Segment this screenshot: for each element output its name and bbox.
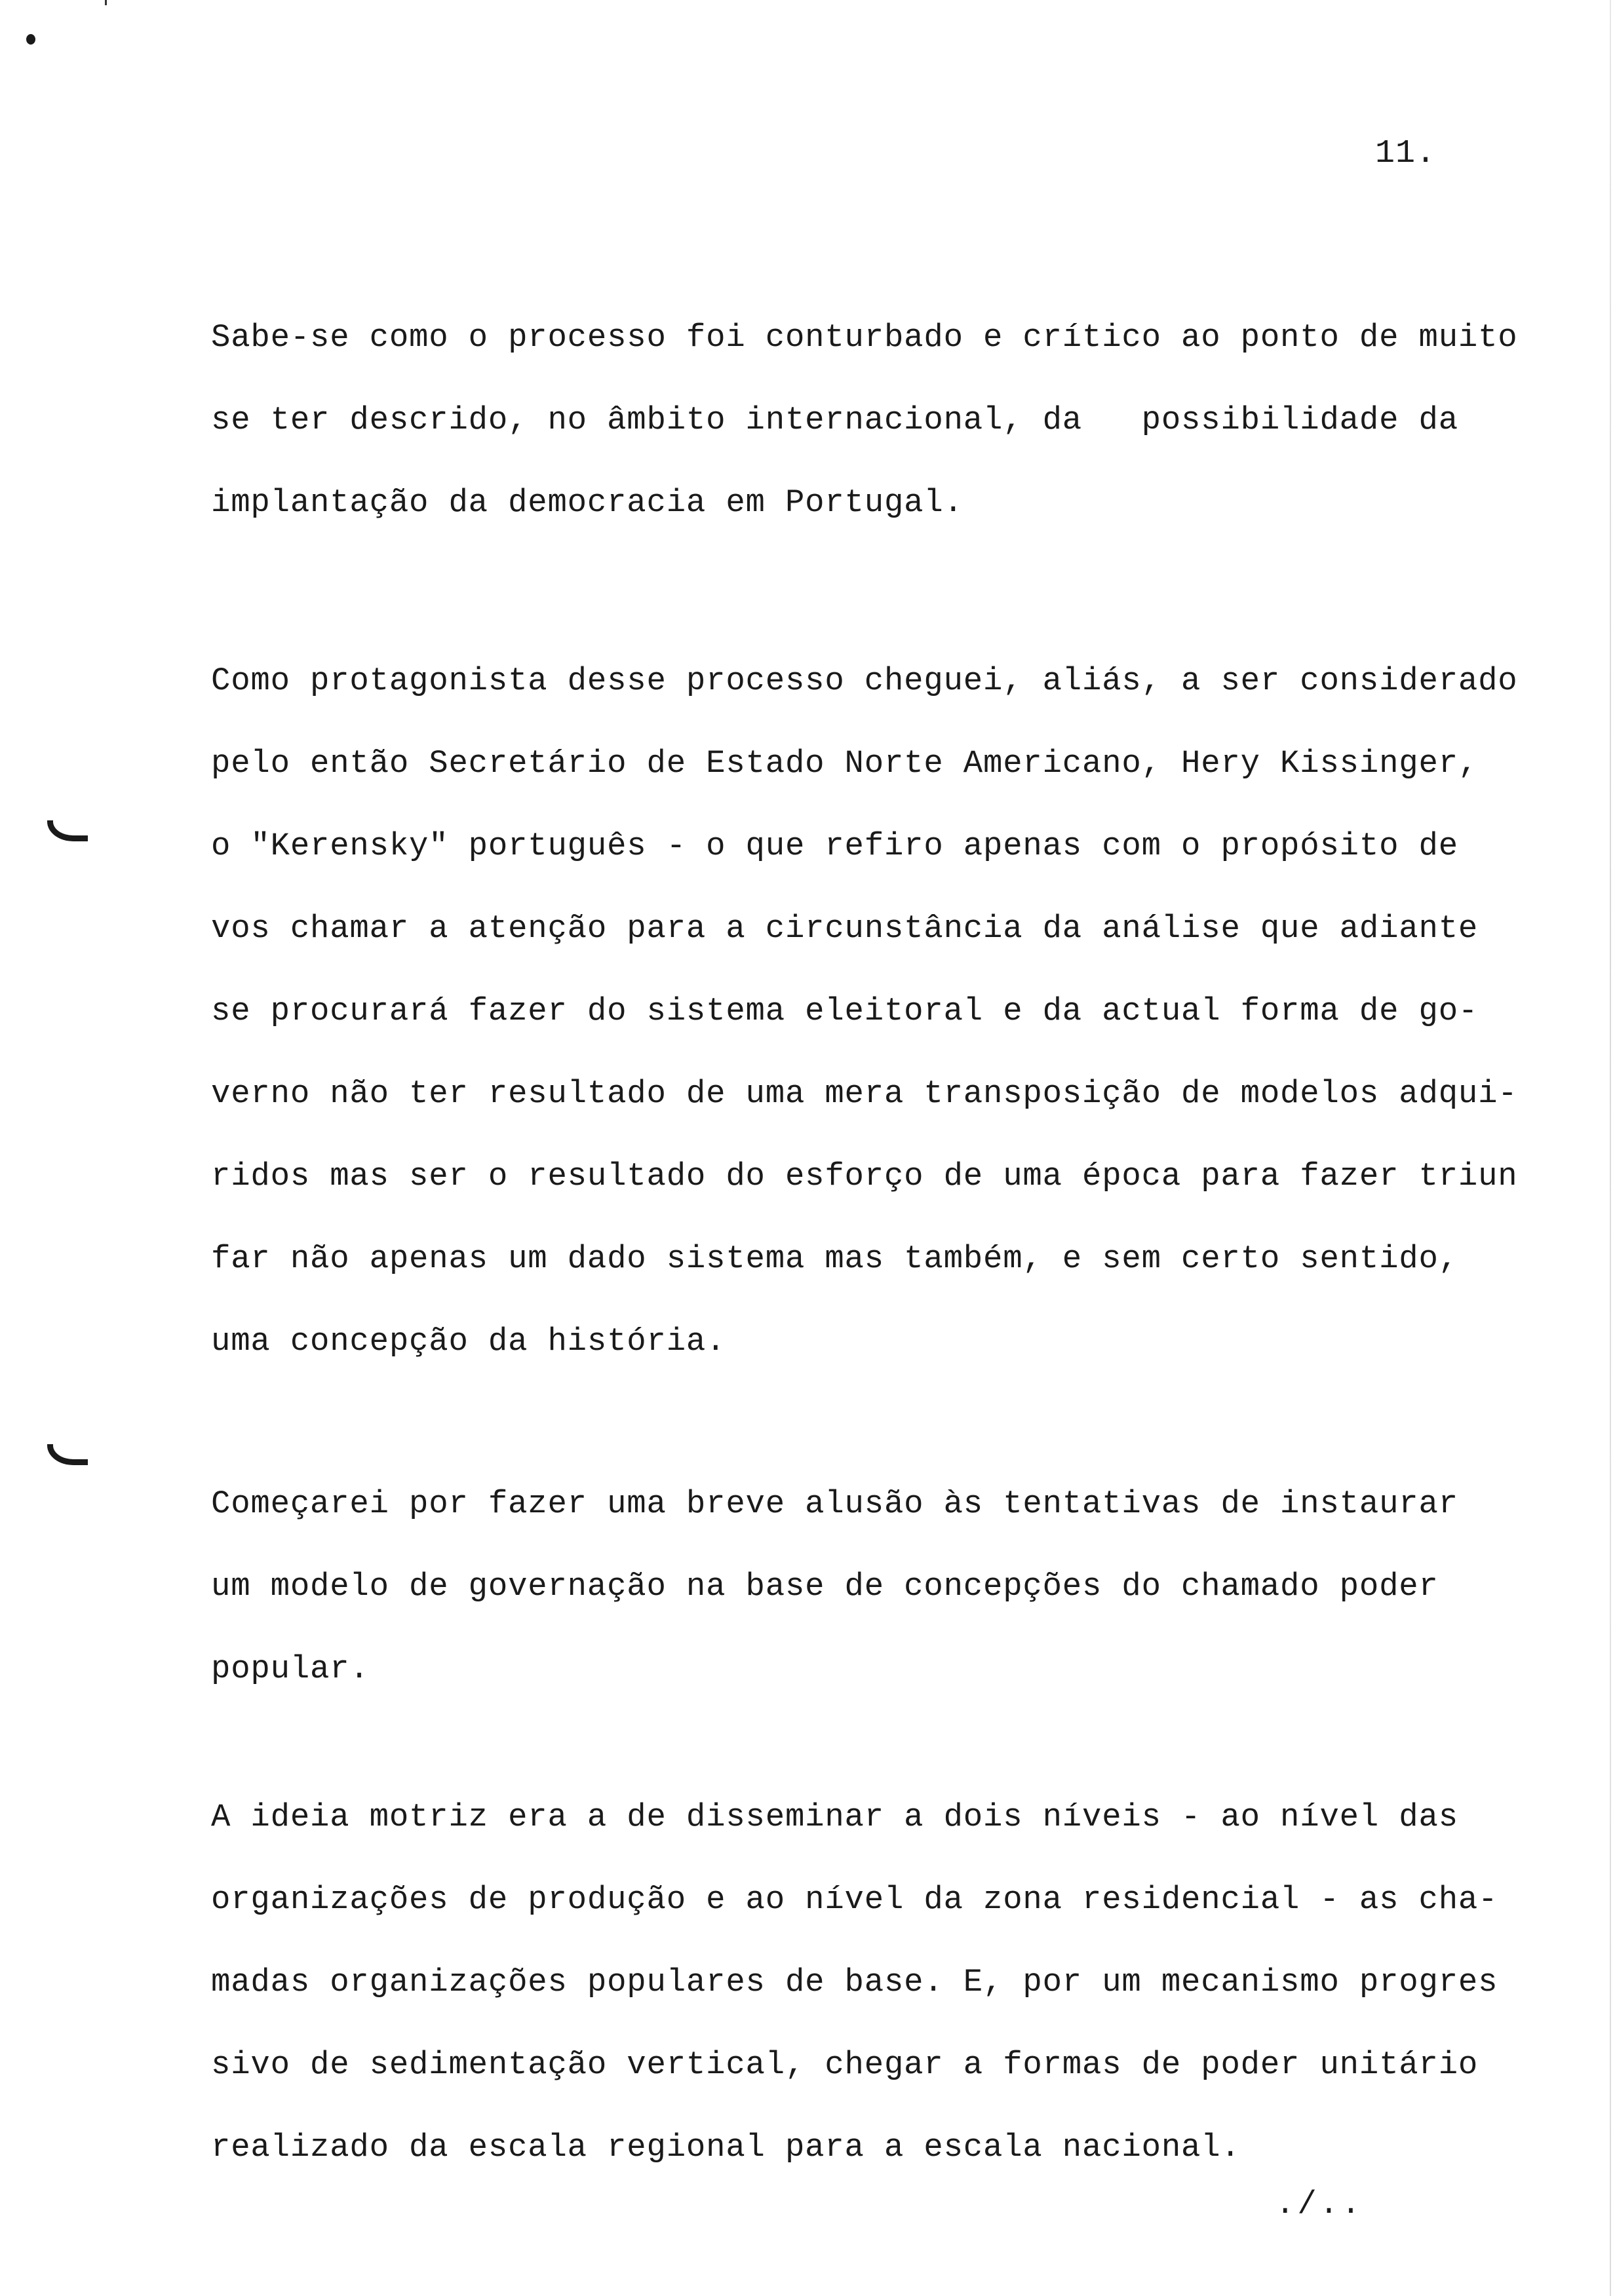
text-line: realizado da escala regional para a escala nacional. — [211, 2129, 1241, 2166]
text-line: madas organizações populares de base. E, por um mecanismo progres — [211, 1964, 1498, 2000]
text-line: far não apenas um dado sistema mas também, e sem certo sentido, — [211, 1240, 1458, 1277]
text-line: se procurará fazer do sistema eleitoral e da actual forma de go- — [211, 993, 1479, 1029]
text-line: Começarei por fazer uma breve alusão às tentativas de instaurar — [211, 1485, 1458, 1522]
text-line: A ideia motriz era a de disseminar a dois níveis - ao nível das — [211, 1799, 1458, 1835]
text-line: verno não ter resultado de uma mera transposição de modelos adqui- — [211, 1075, 1518, 1112]
text-line: Como protagonista desse processo cheguei, aliás, a ser considerado — [211, 662, 1518, 699]
paragraph-1 — [211, 296, 1522, 544]
paragraph-2 — [211, 640, 1522, 1383]
corner-tick-mark — [105, 0, 107, 5]
punch-dot-mark — [26, 34, 35, 45]
text-line: pelo então Secretário de Estado Norte Americano, Hery Kissinger, — [211, 745, 1479, 782]
paragraph-3 — [211, 1463, 1522, 1710]
text-line: o "Kerensky" português - o que refiro apenas com o propósito de — [211, 828, 1458, 864]
text-line: Sabe-se como o processo foi conturbado e crítico ao ponto de muito — [211, 319, 1518, 356]
page-number: 11. — [1375, 135, 1437, 172]
continuation-mark: ./.. — [1275, 2186, 1363, 2223]
text-line: implantação da democracia em Portugal. — [211, 484, 963, 521]
text-line: sivo de sedimentação vertical, chegar a formas de poder unitário — [211, 2046, 1479, 2083]
text-line: se ter descrido, no âmbito internacional, da possibilidade da — [211, 402, 1458, 438]
text-line: vos chamar a atenção para a circunstância da análise que adiante — [211, 910, 1479, 947]
text-line: ridos mas ser o resultado do esforço de uma época para fazer triun — [211, 1158, 1518, 1195]
text-line: um modelo de governação na base de concepções do chamado poder — [211, 1568, 1439, 1605]
scan-edge-shadow — [1610, 0, 1611, 2296]
paragraph-4 — [211, 1776, 1522, 2189]
margin-bracket-mark — [47, 1444, 88, 1465]
margin-bracket-mark — [47, 820, 88, 841]
text-line: uma concepção da história. — [211, 1323, 726, 1360]
text-line: popular. — [211, 1651, 370, 1687]
text-line: organizações de produção e ao nível da zona residencial - as cha- — [211, 1881, 1498, 1918]
